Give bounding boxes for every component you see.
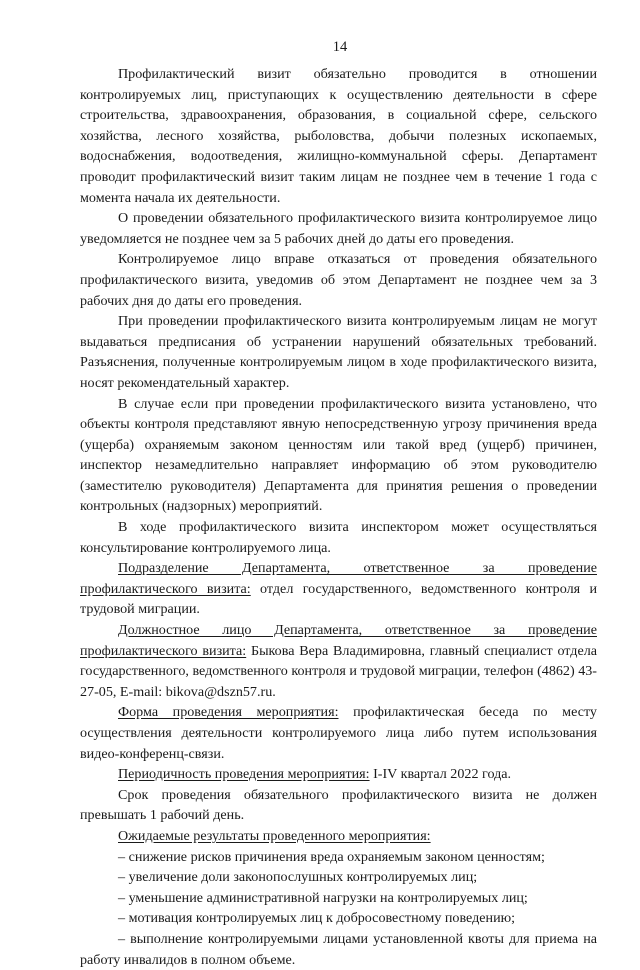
paragraph-consulting: В ходе профилактического визита инспектором может осуществляться консультирование контролируемого лица. (80, 519, 597, 556)
responsible-unit-label: Подразделение Департамента, ответственное за проведение профилактического визита: (80, 560, 597, 597)
responsible-unit-text: отдел государственного, ведомственного контроля и трудовой миграции. (80, 580, 597, 618)
paragraph-no-orders: При проведении профилактического визита контролируемым лицам не могут выдаваться предписания об устранении нарушений обязательных требований. Разъяснения, полученные контролируемым лицом в ходе профилактического визита, носят рекомендательный характер. (80, 313, 597, 391)
expected-results-label: Ожидаемые результаты проведенного мероприятия: (118, 827, 431, 844)
responsible-official-label: Должностное лицо Департамента, ответственное за проведение профилактического визита: (80, 622, 597, 659)
paragraph-mandatory-visit: Профилактический визит обязательно проводится в отношении контролируемых лиц, приступающих к осуществлению деятельности в сфере строительства, здравоохранения, образования, в социальной сфере, сельского хозяйства, лесного хозяйства, рыболовства, добычи полезных ископаемых, водоснабжения, водоотведения, жилищно-коммунальной сферы. Департамент проводит профилактический визит таким лицам не позднее чем в течение 1 года с момента начала их деятельности. (80, 66, 597, 206)
responsible-official-text: Быкова Вера Владимировна, главный специалист отдела государственного, ведомственного контроля и трудовой миграции, телефон (4862) 43-27-05, E-mail: bikova@dszn57.ru. (80, 642, 597, 700)
list-item: – уменьшение административной нагрузки на контролируемых лиц; (118, 889, 528, 906)
list-item: – выполнение контролируемыми лицами установленной квоты для приема на работу инвалидов в полном объеме. (80, 930, 597, 968)
paragraph-responsible-unit (80, 558, 597, 620)
periodicity-label: Периодичность проведения мероприятия: (118, 766, 370, 783)
event-form-label: Форма проведения мероприятия: (118, 704, 339, 721)
document-body (80, 64, 597, 970)
list-item: – увеличение доли законопослушных контролируемых лиц; (118, 869, 478, 886)
paragraph-notification: О проведении обязательного профилактического визита контролируемое лицо уведомляется не позднее чем за 5 рабочих дней до даты его проведения. (80, 210, 597, 247)
event-form-text: профилактическая беседа по месту осуществления деятельности контролируемого лица либо путем использования видео-конференц-связи. (80, 704, 597, 762)
periodicity-text: I-IV квартал 2022 года. (369, 766, 512, 783)
paragraph-refusal: Контролируемое лицо вправе отказаться от проведения обязательного профилактического визита, уведомив об этом Департамент не позднее чем за 3 рабочих дня до даты его проведения. (80, 251, 597, 309)
list-item: – снижение рисков причинения вреда охраняемым законом ценностям; (118, 848, 545, 865)
paragraph-expected-results (80, 826, 597, 847)
paragraph-duration: Срок проведения обязательного профилактического визита не должен превышать 1 рабочий день. (80, 786, 597, 824)
paragraph-responsible-official (80, 620, 597, 702)
paragraph-threat-case: В случае если при проведении профилактического визита установлено, что объекты контроля представляют явную непосредственную угрозу причинения вреда (ущерба) охраняемым законом ценностям или такой вред (ущерб) причинен, инспектор незамедлительно направляет информацию об этом руководителю (заместителю руководителя) Департамента для принятия решения о проведении контрольных (надзорных) мероприятий. (80, 395, 597, 515)
list-item: – мотивация контролируемых лиц к добросовестному поведению; (118, 910, 516, 927)
paragraph-periodicity (80, 764, 597, 785)
page-number: 14 (332, 39, 348, 55)
paragraph-event-form (80, 702, 597, 764)
